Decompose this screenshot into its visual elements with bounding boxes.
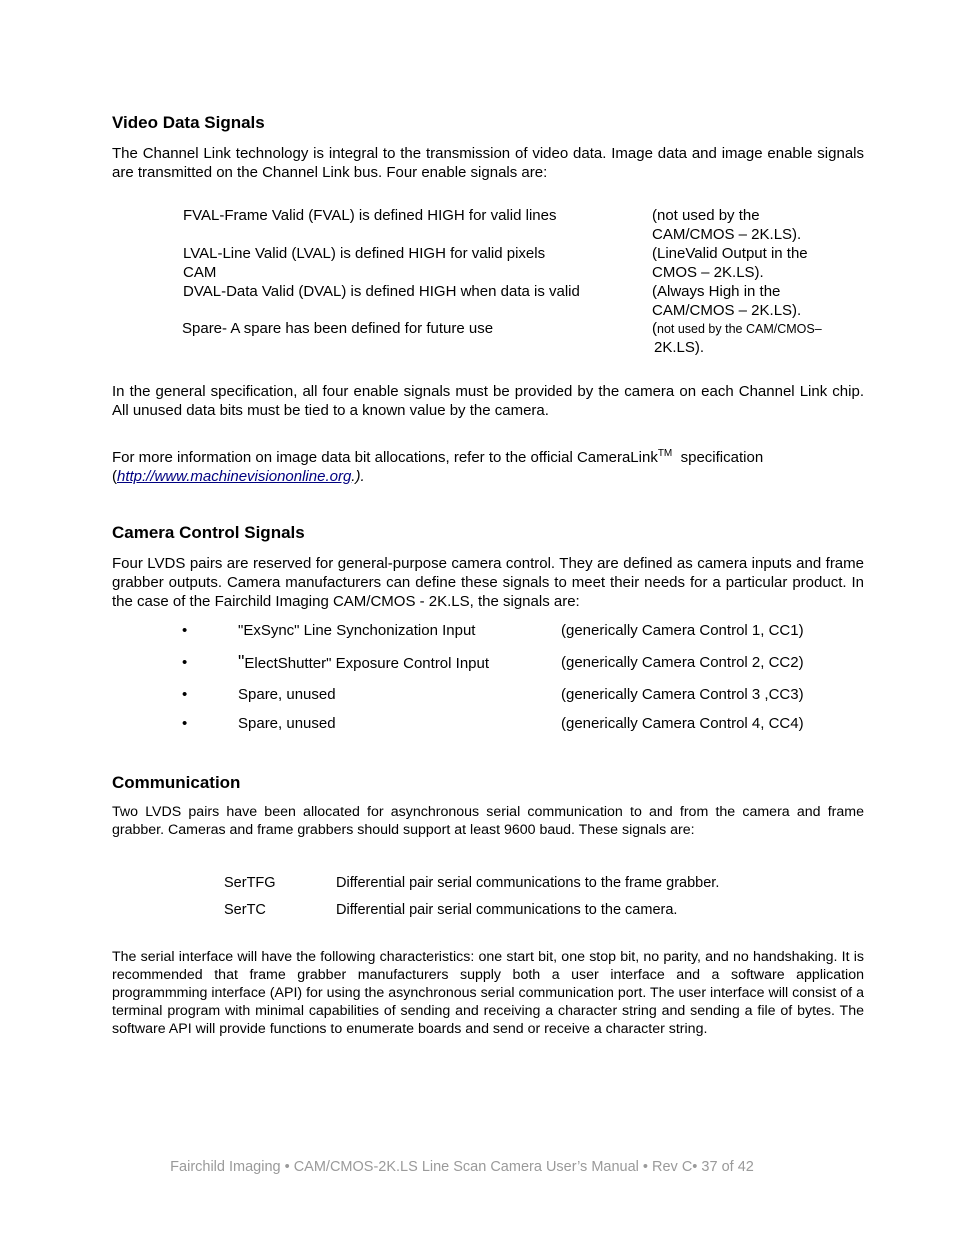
sertfg-desc: Differential pair serial communications to the frame grabber. [336, 875, 720, 891]
communication-intro: Two LVDS pairs have been allocated for asynchronous serial communication to and from the camera and frame grabber. Cameras and frame grabbers should support at least 9600 baud. These signals are: [112, 804, 864, 838]
sertfg-name: SerTFG [224, 875, 276, 891]
cc4-code: (generically Camera Control 4, CC4) [561, 715, 804, 732]
signal-lval-note-2: CMOS – 2K.LS). [652, 264, 764, 281]
sertc-name: SerTC [224, 902, 266, 918]
signal-fval-note-2: CAM/CMOS – 2K.LS). [652, 226, 802, 243]
cc2-code: (generically Camera Control 2, CC2) [561, 654, 804, 671]
video-more-info: For more information on image data bit allocations, refer to the official CameraLink™ specification (http://www.machinevisiononline.org.). [112, 448, 764, 485]
cc2-name: "ElectShutter" Exposure Control Input [238, 652, 490, 672]
signal-lval: LVAL-Line Valid (LVAL) is defined HIGH for valid pixels [183, 245, 546, 262]
section-heading-camera-control: Camera Control Signals [112, 523, 305, 542]
cc3-name: Spare, unused [238, 686, 336, 703]
cameralink-spec-link[interactable]: http://www.machinevisiononline.org [117, 468, 352, 485]
signal-lval-note-1: (LineValid Output in the [652, 245, 808, 262]
signal-fval: FVAL-Frame Valid (FVAL) is defined HIGH for valid lines [183, 207, 557, 224]
bullet-icon: • [182, 654, 188, 671]
video-general-paragraph: In the general specification, all four enable signals must be provided by the camera on each Channel Link chip. All unused data bits must be tied to a known value by the camera. [112, 383, 864, 419]
bullet-icon: • [182, 715, 188, 732]
cc3-code: (generically Camera Control 3 ,CC3) [561, 686, 804, 703]
cc4-name: Spare, unused [238, 715, 336, 732]
signal-lval-cont: CAM [183, 264, 217, 281]
bullet-icon: • [182, 622, 188, 639]
cc1-name: "ExSync" Line Synchonization Input [238, 622, 476, 639]
video-intro: The Channel Link technology is integral to the transmission of video data. Image data and image enable signals are transmitted on the Channel Link bus. Four enable signals are: [112, 145, 864, 181]
signal-fval-note-1: (not used by the [652, 207, 760, 224]
bullet-icon: • [182, 686, 188, 703]
section-heading-video: Video Data Signals [112, 113, 265, 132]
camera-control-intro: Four LVDS pairs are reserved for general-purpose camera control. They are defined as camera inputs and frame grabber outputs. Camera manufacturers can define these signals to meet their needs for a particular product. In the case of the Fairchild Imaging CAM/CMOS - 2K.LS, the signals are: [112, 555, 864, 610]
serial-characteristics: The serial interface will have the following characteristics: one start bit, one stop bit, no parity, and no handshaking. It is recommended that frame grabber manufacturers supply both a user interface and a software application programmming interface (API) for using the asynchronous serial communication port. The user interface will consist of a terminal program with minimal capabilities of sending and receiving a character string and sending a file of bytes. The software API will provide functions to enumerate boards and send or receive a character string. [112, 949, 864, 1037]
sertc-desc: Differential pair serial communications to the camera. [336, 902, 678, 918]
cc1-code: (generically Camera Control 1, CC1) [561, 622, 804, 639]
signal-dval-note-2: CAM/CMOS – 2K.LS). [652, 302, 802, 319]
signal-spare-note-2: 2K.LS). [654, 339, 705, 356]
page-footer: Fairchild Imaging • CAM/CMOS-2K.LS Line Scan Camera User’s Manual • Rev C• 37 of 42 [170, 1159, 754, 1175]
signal-spare-note-1: (not used by the CAM/CMOS– [652, 320, 822, 337]
section-heading-communication: Communication [112, 773, 241, 792]
signal-dval-note-1: (Always High in the [652, 283, 781, 300]
trademark-mark: TM [657, 448, 673, 459]
signal-spare: Spare- A spare has been defined for future use [182, 320, 494, 337]
signal-dval: DVAL-Data Valid (DVAL) is defined HIGH when data is valid [183, 283, 580, 300]
